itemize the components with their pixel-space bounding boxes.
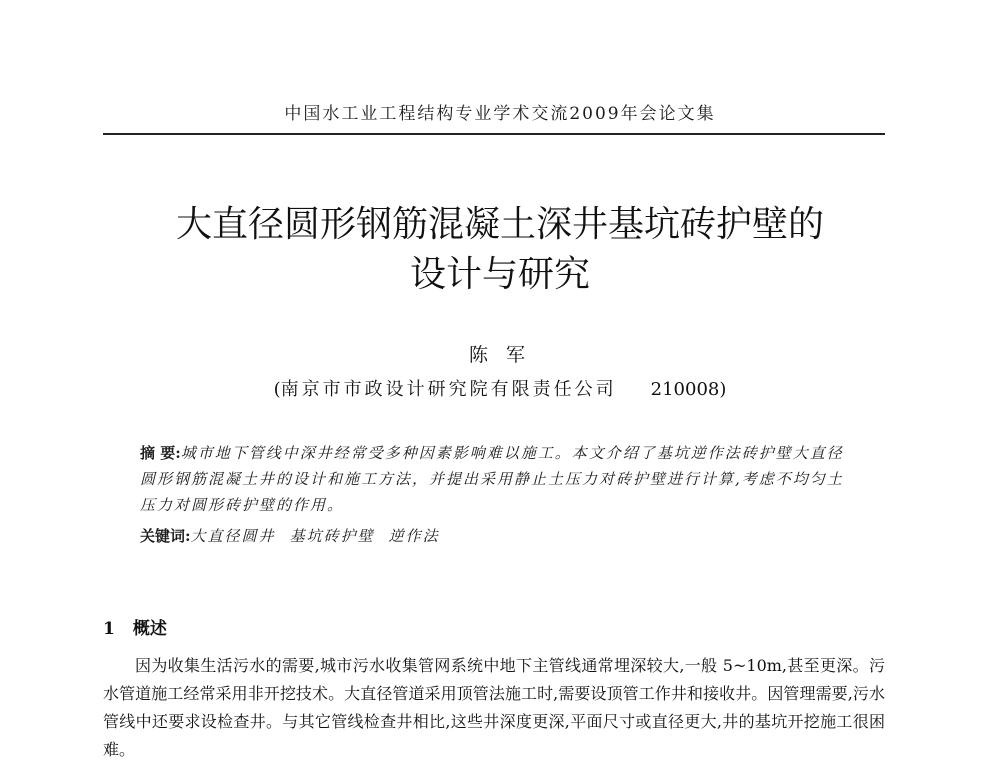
abstract-text: 城市地下管线中深井经常受多种因素影响难以施工。本文介绍了基坑逆作法砖护壁大直径圆形钢筋混凝土井的设计和施工方法，并提出采用静止土压力对砖护壁进行计算,考虑不均匀土压力对圆形砖护壁的作用。 bbox=[140, 444, 844, 514]
paper-title bbox=[0, 200, 1000, 300]
section-heading bbox=[103, 614, 167, 639]
body-paragraph: 因为收集生活污水的需要,城市污水收集管网系统中地下主管线通常埋深较大,一般 5~10m,甚至更深。污水管道施工经常采用非开挖技术。大直径管道采用顶管法施工时,需要设顶管工作井和接收井。因管理需要,污水管线中还要求设检查井。与其它管线检查井相比,这些井深度更深,平面尺寸或直径更大,井的基坑开挖施工很困难。 bbox=[103, 656, 885, 759]
title-line-1: 大直径圆形钢筋混凝土深井基坑砖护壁的 bbox=[175, 204, 824, 245]
running-header: 中国水工业工程结构专业学术交流2009年会论文集 bbox=[284, 104, 716, 124]
affiliation-open-paren: ( bbox=[273, 379, 281, 400]
affiliation bbox=[0, 375, 1000, 401]
affiliation-close-paren: ) bbox=[719, 379, 727, 400]
section-number: 1 bbox=[103, 619, 115, 639]
keyword: 逆作法 bbox=[388, 527, 440, 545]
affiliation-organization: 南京市市政设计研究院有限责任公司 bbox=[280, 379, 617, 400]
abstract-label: 摘 要: bbox=[140, 444, 181, 462]
keyword: 基坑砖护壁 bbox=[289, 527, 375, 545]
header-rule bbox=[103, 133, 885, 135]
keywords-label: 关键词: bbox=[140, 527, 191, 545]
title-line-2: 设计与研究 bbox=[409, 254, 590, 295]
keyword: 大直径圆井 bbox=[190, 527, 276, 545]
section-title: 概述 bbox=[132, 619, 167, 639]
abstract bbox=[140, 440, 860, 518]
author-name: 陈 军 bbox=[468, 344, 532, 366]
affiliation-postcode: 210008 bbox=[650, 379, 720, 400]
keywords bbox=[140, 524, 860, 548]
